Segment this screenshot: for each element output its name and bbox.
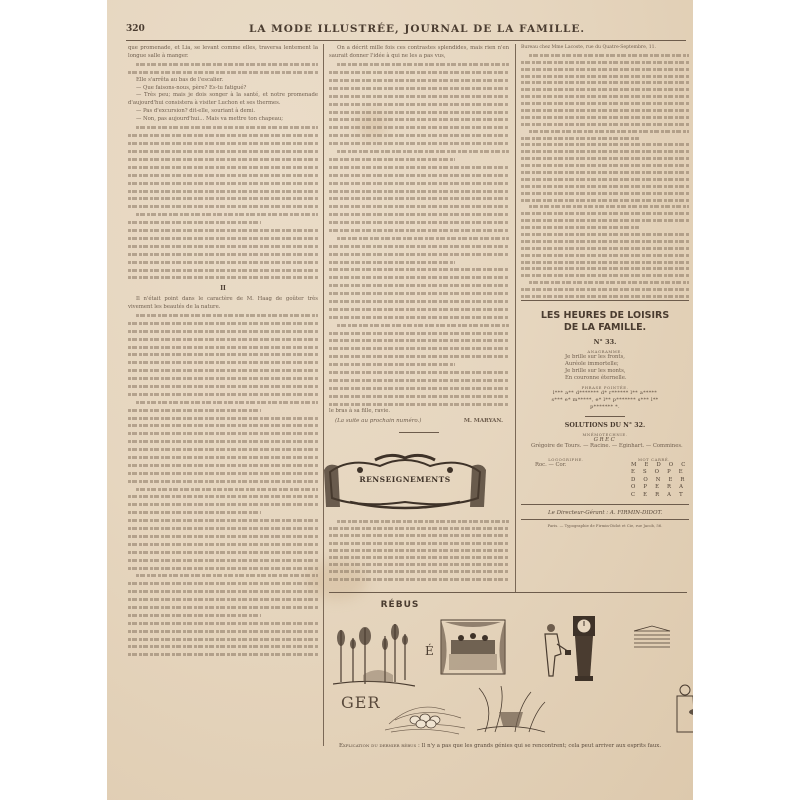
text-line <box>128 619 318 627</box>
text-line <box>521 114 689 121</box>
text-line <box>128 477 318 485</box>
text-line <box>329 384 509 392</box>
text-line <box>329 313 509 321</box>
text-line <box>329 171 509 179</box>
paragraph: — Très peu; mais je dois songer à la santé, et notre promenade d'aujourd'hui consistera à visiter Luchon et ses thermes. <box>128 92 318 107</box>
text-line <box>521 52 689 59</box>
text-line <box>128 132 318 140</box>
text-line <box>128 195 318 203</box>
solutions-row <box>521 454 689 499</box>
text-line <box>128 469 318 477</box>
paragraph: — Pas d'excursion? dit-elle, souriant à demi. <box>136 108 256 115</box>
text-line <box>128 651 318 659</box>
verse-line: Auréole immortelle; <box>565 361 619 367</box>
mot-carre-row: D O N E R <box>631 476 688 483</box>
solutions-title: SOLUTIONS DU N° 32. <box>564 422 646 429</box>
text-line <box>128 406 318 414</box>
text-block <box>128 124 318 282</box>
text-line <box>329 234 509 242</box>
renseignements-banner <box>320 452 490 514</box>
text-line <box>521 135 689 142</box>
text-line <box>521 190 689 197</box>
text-line <box>128 493 318 501</box>
text-line <box>521 148 689 155</box>
text-line <box>329 195 509 203</box>
text-line <box>521 59 689 66</box>
text-line <box>329 353 509 361</box>
text-line <box>128 525 318 533</box>
mot-carre-row: M E D O C <box>631 462 689 468</box>
text-line <box>329 576 509 583</box>
text-line <box>521 266 689 273</box>
text-line <box>128 312 318 320</box>
clock-man-illustration <box>537 614 599 682</box>
text-line <box>521 155 689 162</box>
text-line <box>329 337 509 345</box>
text-line <box>128 274 318 282</box>
text-line <box>521 162 689 169</box>
explanation-text: Il n'y a pas que les grands génies qui se rencontrent; cela peut arriver aux esprits faux. <box>421 743 662 749</box>
text-line <box>329 108 509 116</box>
divider <box>521 504 689 505</box>
text-line <box>329 282 509 290</box>
text-line <box>329 92 509 100</box>
text-line <box>521 197 689 204</box>
signature-line <box>335 418 503 426</box>
text-line <box>128 548 318 556</box>
text-line <box>521 245 689 252</box>
text-line <box>128 258 318 266</box>
imprint-line: Paris. — Typographie de Firmin-Didot et Cie, rue Jacob, 56. <box>547 523 663 529</box>
theater-stage-illustration <box>437 618 509 676</box>
text-line <box>128 242 318 250</box>
text-line <box>329 568 509 575</box>
text-block <box>128 312 318 659</box>
text-line <box>128 335 318 343</box>
mot-carre-row: E S O P E <box>631 469 686 476</box>
mnemo-label: MNÉMOTECHNIE. <box>582 432 628 437</box>
renseignements-text <box>329 518 509 583</box>
text-line <box>521 217 689 224</box>
text-line <box>521 121 689 128</box>
text-line <box>128 540 318 548</box>
text-line <box>128 235 318 243</box>
text-line <box>521 259 689 266</box>
text-line <box>329 329 509 337</box>
text-line <box>329 532 509 539</box>
text-line <box>521 100 689 107</box>
text-line <box>128 61 318 69</box>
text-line <box>521 231 689 238</box>
text-line <box>521 293 689 300</box>
text-line <box>128 69 318 77</box>
text-line <box>521 286 689 293</box>
text-line <box>521 210 689 217</box>
text-line <box>329 321 509 329</box>
text-line <box>128 327 318 335</box>
text-line <box>329 369 509 377</box>
text-line <box>329 140 509 148</box>
text-line <box>128 572 318 580</box>
text-line <box>521 141 689 148</box>
text-line <box>128 509 318 517</box>
text-line <box>128 156 318 164</box>
text-line <box>329 518 509 525</box>
text-line <box>128 124 318 132</box>
text-line <box>329 266 509 274</box>
text-line <box>128 250 318 258</box>
text-line <box>128 430 318 438</box>
mot-carre-block <box>619 454 689 499</box>
mot-carre-row: O P E R A <box>631 484 687 491</box>
text-line <box>521 272 689 279</box>
text-line <box>329 361 509 369</box>
phrase-label: PHRASE POINTÉE. <box>581 385 629 390</box>
text-line <box>329 227 509 235</box>
author-name: M. MARYAN. <box>463 417 503 424</box>
text-line <box>329 525 509 532</box>
text-line <box>128 319 318 327</box>
to-be-continued: (La suite au prochain numéro.) <box>335 417 422 424</box>
text-line <box>128 227 318 235</box>
cipher-line: s*** e* m*****, e* l** p******* s*** l** <box>551 397 659 403</box>
text-line <box>128 140 318 148</box>
paragraph: que promenade, et Lia, se levant comme elles, traversa lentement la longue salle à manger. <box>128 45 318 59</box>
anagramme-label: ANAGRAMME. <box>587 349 623 354</box>
card-players-illustration <box>667 680 693 740</box>
trees-illustration <box>333 620 415 690</box>
cipher-line: l*** a** d******* d* r****** l** a***** <box>552 390 658 396</box>
column-divider <box>323 596 324 746</box>
text-line <box>128 148 318 156</box>
text-line <box>521 66 689 73</box>
text-line <box>128 383 318 391</box>
eggs-nest-illustration <box>385 690 465 736</box>
text-line <box>521 238 689 245</box>
loisirs-section <box>521 310 689 528</box>
text-line <box>329 179 509 187</box>
verse-line: Je brille sur les monts, <box>565 368 626 374</box>
text-block <box>128 61 318 77</box>
paragraph: Bureau chez Mme Lacoste, rue du Quatre-Septembre, 11. <box>521 45 657 50</box>
text-line <box>128 414 318 422</box>
divider <box>585 416 625 417</box>
paragraph: — Non, pas aujourd'hui... Mais va mettre ton chapeau; <box>136 116 284 123</box>
header-rule <box>126 40 686 41</box>
text-line <box>128 627 318 635</box>
loisirs-title <box>521 310 689 334</box>
text-line <box>128 588 318 596</box>
explanation-label: Explication du dernier rébus : <box>338 743 420 749</box>
paragraph: Il n'était point dans le caractère de M. Haag de goûter très vivement les beautés de la nature. <box>128 295 318 310</box>
text-line <box>329 400 509 408</box>
text-line <box>521 107 689 114</box>
renseignements-title: RENSEIGNEMENTS <box>359 475 451 484</box>
text-line <box>128 643 318 651</box>
text-line <box>521 176 689 183</box>
text-line <box>128 611 318 619</box>
text-line <box>329 100 509 108</box>
divider <box>521 519 689 520</box>
mnemo-word: GREC <box>593 437 617 443</box>
rebus-title: RÉBUS <box>380 600 420 610</box>
text-line <box>128 446 318 454</box>
text-line <box>521 224 689 231</box>
text-line <box>128 580 318 588</box>
cipher-line: p******* *. <box>590 404 620 410</box>
text-line <box>329 77 509 85</box>
director-line: Le Directeur-Gérant : A. FIRMIN-DIDOT. <box>547 510 663 517</box>
loisirs-title-line: DE LA FAMILLE. <box>563 322 647 333</box>
text-line <box>128 556 318 564</box>
rebus-letter-e: É <box>425 644 434 658</box>
text-line <box>128 266 318 274</box>
text-line <box>128 454 318 462</box>
text-line <box>329 392 509 400</box>
issue-number: N° 33. <box>593 338 617 346</box>
text-line <box>521 279 689 286</box>
text-line <box>329 84 509 92</box>
text-line <box>521 204 689 211</box>
text-line <box>521 128 689 135</box>
divider <box>399 432 439 433</box>
text-line <box>329 148 509 156</box>
text-line <box>329 376 509 384</box>
text-block <box>329 61 509 408</box>
text-block <box>521 52 689 300</box>
text-line <box>329 274 509 282</box>
section-number: II <box>220 284 226 292</box>
divider <box>521 300 689 301</box>
text-line <box>128 211 318 219</box>
text-line <box>329 554 509 561</box>
verse-line: Je brille sur les fronts, <box>565 354 625 360</box>
mot-carre-row: C E R A T <box>631 491 686 498</box>
text-line <box>521 73 689 80</box>
text-line <box>128 564 318 572</box>
text-line <box>329 345 509 353</box>
text-line <box>329 219 509 227</box>
text-line <box>329 163 509 171</box>
text-line <box>329 561 509 568</box>
text-line <box>128 604 318 612</box>
text-line <box>521 252 689 259</box>
text-line <box>329 116 509 124</box>
music-staff-icon <box>632 625 672 649</box>
text-line <box>521 86 689 93</box>
paragraph: On a décrit mille fois ces contrastes splendides, mais rien n'en saurait donner l'idée à qui ne les a pas vus, <box>329 45 509 59</box>
text-line <box>128 359 318 367</box>
text-line <box>128 422 318 430</box>
text-line <box>329 132 509 140</box>
rebus-explanation <box>335 743 665 751</box>
text-line <box>329 203 509 211</box>
text-line <box>329 156 509 164</box>
newspaper-page <box>107 0 693 800</box>
mnemo-answer: Grégoire de Tours. — Racine. — Eginhart. — Commines. <box>531 443 683 449</box>
text-line <box>128 596 318 604</box>
text-line <box>128 390 318 398</box>
rebus-letters-ger: GER <box>341 693 381 712</box>
text-line <box>128 517 318 525</box>
column-2 <box>329 45 509 439</box>
journal-title: LA MODE ILLUSTRÉE, JOURNAL DE LA FAMILLE. <box>248 23 586 35</box>
paragraph: — Que faisons-nous, père? Es-tu fatigué? <box>136 84 247 91</box>
text-line <box>128 375 318 383</box>
paragraph: Elle s'arrêta au bas de l'escalier. <box>136 76 224 83</box>
column-3 <box>521 45 689 300</box>
reeds-basket-illustration <box>475 686 547 736</box>
logogriphe-label: LOGOGRIPHE. <box>548 457 584 462</box>
text-line <box>128 351 318 359</box>
text-line <box>329 250 509 258</box>
text-line <box>329 124 509 132</box>
text-line <box>128 398 318 406</box>
text-line <box>329 547 509 554</box>
paragraph: le bras à sa fille, ravie. <box>329 408 391 414</box>
text-line <box>521 169 689 176</box>
text-line <box>329 540 509 547</box>
page-number: 320 <box>126 24 145 34</box>
text-line <box>128 163 318 171</box>
text-line <box>329 290 509 298</box>
text-line <box>329 61 509 69</box>
text-block <box>329 518 509 583</box>
text-line <box>128 461 318 469</box>
text-line <box>128 343 318 351</box>
text-line <box>329 211 509 219</box>
text-line <box>329 298 509 306</box>
column-1 <box>128 45 318 659</box>
text-line <box>329 242 509 250</box>
text-line <box>329 187 509 195</box>
text-line <box>128 533 318 541</box>
mot-carre-label: MOT CARRÉ. <box>637 457 671 462</box>
text-line <box>521 93 689 100</box>
text-line <box>128 171 318 179</box>
text-line <box>521 183 689 190</box>
text-line <box>128 219 318 227</box>
logogriphe-block <box>531 454 601 499</box>
text-line <box>128 501 318 509</box>
text-line <box>329 258 509 266</box>
text-line <box>128 635 318 643</box>
loisirs-title-line: LES HEURES DE LOISIRS <box>540 310 670 321</box>
logogriphe-answer: Roc. — Cor. <box>535 462 567 468</box>
text-line <box>128 367 318 375</box>
text-line <box>128 187 318 195</box>
text-line <box>128 438 318 446</box>
text-line <box>329 69 509 77</box>
rebus-top-rule <box>329 592 687 593</box>
verse-line: En couronne éternelle. <box>565 375 627 381</box>
text-line <box>128 179 318 187</box>
column-divider <box>515 44 516 592</box>
text-line <box>128 485 318 493</box>
text-line <box>521 79 689 86</box>
text-line <box>329 305 509 313</box>
text-line <box>128 203 318 211</box>
